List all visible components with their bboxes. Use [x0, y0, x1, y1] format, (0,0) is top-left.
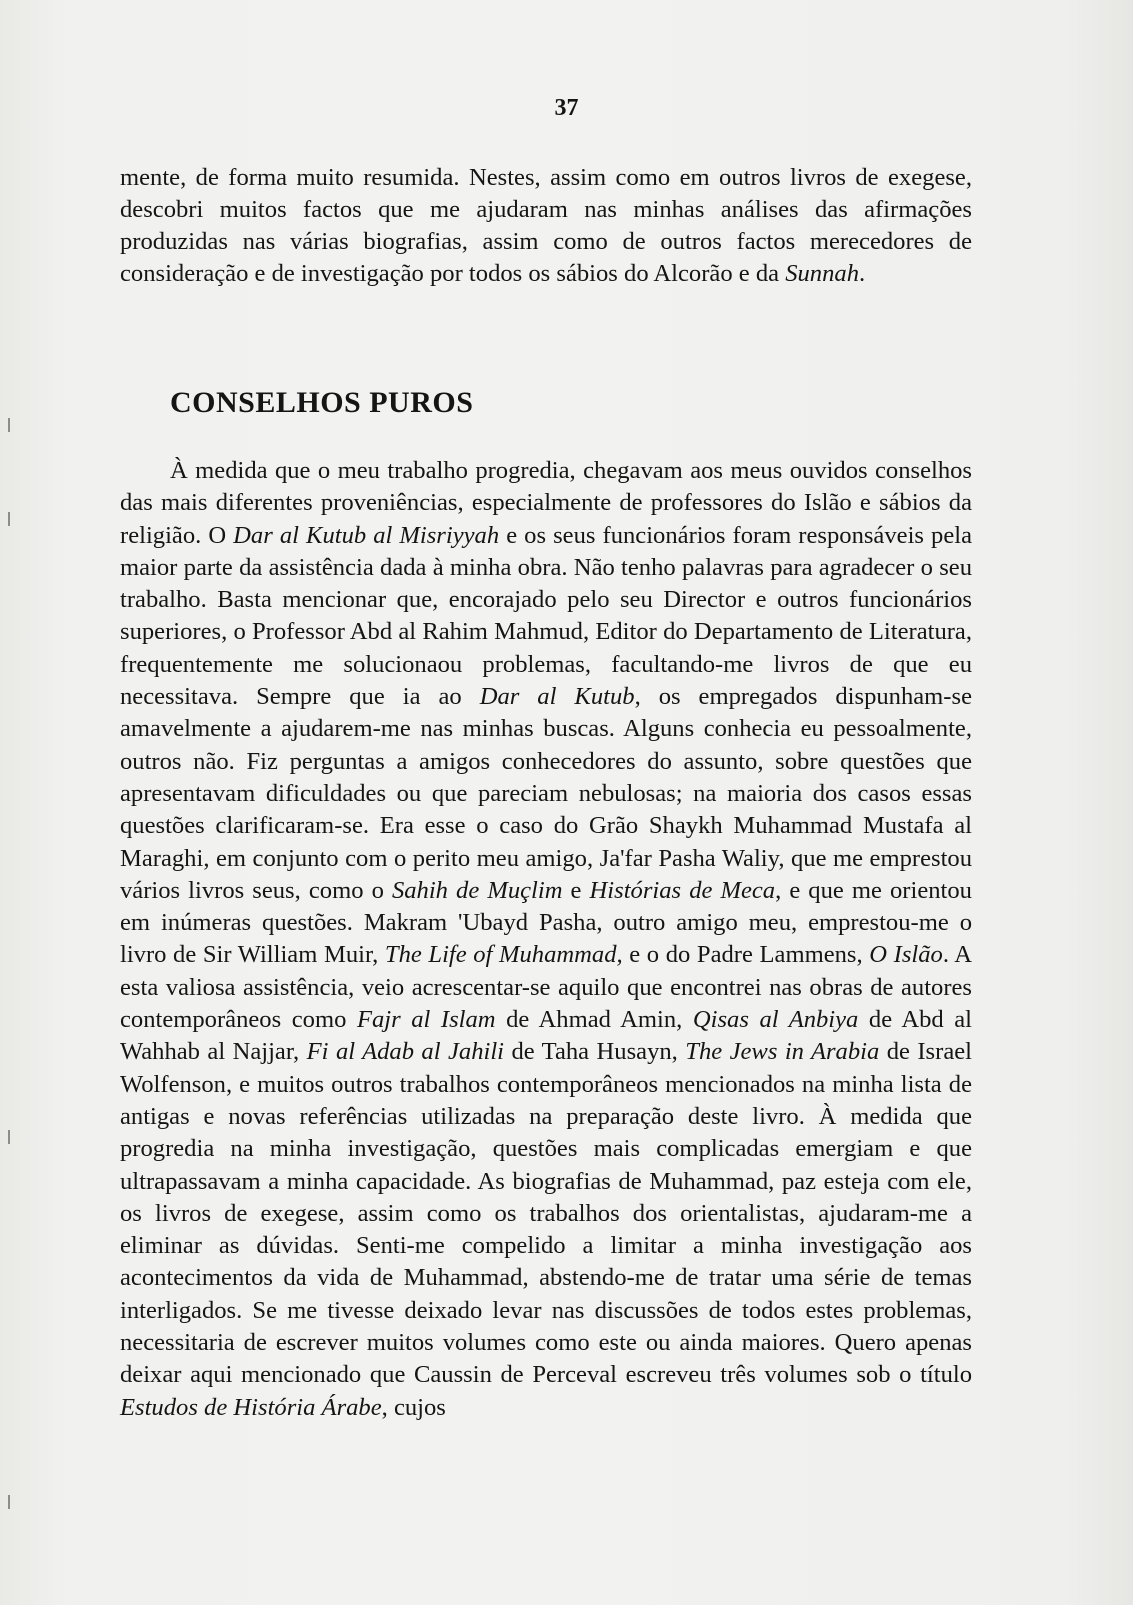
scan-mark: [8, 512, 10, 526]
text-run: e o do Padre Lammens,: [622, 941, 870, 969]
scan-mark: [8, 418, 10, 432]
italic-title: Dar al Kutub: [479, 683, 635, 711]
text-run: , cujos: [381, 1393, 446, 1421]
text-run: e: [562, 876, 590, 904]
text-run: mente, de forma muito resumida. Nestes, assim como em outros livros de exegese, descobri muitos factos que me ajudaram nas minhas análises das afirmações produzidas nas várias biografias, assim como de outros factos merecedores de consideração e de investigação por todos os sábios do Alcorão e da: [120, 164, 972, 287]
scan-mark: [8, 1495, 10, 1509]
text-run: . A esta valiosa assistência, veio acrescentar-se aquilo que encontrei nas obras de autores contemporâneos como: [120, 941, 972, 1034]
text-run: À medida que o meu trabalho progredia, chegavam aos meus ouvidos conselhos das mais diferentes proveniências, especialmente de professores do Islão e sábios da religião. O: [120, 457, 972, 549]
body-paragraph: [120, 455, 972, 1424]
text-run: , e que me orientou em inúmeras questões. Makram 'Ubayd Pasha, outro amigo meu, emprestou-me o livro de Sir William Muir,: [120, 876, 972, 969]
italic-title: Histórias de Meca: [589, 876, 776, 904]
text-run: e os seus funcionários foram responsáveis pela maior parte da assistência dada à minha obra. Não tenho palavras para agradecer o seu trabalho. Basta mencionar que, encorajado pelo seu Director e outros funcionários superiores, o Professor Abd al Rahim Mahmud, Editor do Departamento de Literatura, frequentemente me solucionaou problemas, facultando-me livros de que eu necessitava. Sempre que ia ao: [120, 521, 972, 711]
text-run: .: [858, 260, 866, 287]
italic-title: O Islão: [869, 941, 943, 969]
section-heading: CONSELHOS PUROS: [170, 386, 474, 419]
text-run: de Taha Husayn,: [504, 1038, 686, 1066]
italic-title: Fi al Adab al Jahili: [306, 1038, 505, 1066]
italic-title: The Jews in Arabia: [685, 1038, 880, 1066]
scan-mark: [8, 1130, 10, 1144]
text-run: de Abd al Wahhab al Najjar,: [120, 1006, 972, 1066]
italic-title: The Life of Muhammad,: [384, 941, 623, 969]
italic-title: Sunnah: [785, 260, 859, 287]
text-run: de Ahmad Amin,: [495, 1006, 693, 1034]
italic-title: Fajr al Islam: [356, 1006, 496, 1034]
text-run: de Israel Wolfenson, e muitos outros trabalhos contemporâneos mencionados na minha lista de antigas e novas referências utilizadas na preparação deste livro. À medida que progredia na minha investigação, questões mais complicadas emergiam e que ultrapassavam a minha capacidade. As biografias de Muhammad, paz esteja com ele, os livros de exegese, assim como os trabalhos dos orientalistas, ajudaram-me a eliminar as dúvidas. Senti-me compelido a limitar a minha investigação aos acontecimentos da vida de Muhammad, abstendo-me de tratar uma série de temas interligados. Se me tivesse deixado levar nas discussões de todos estes problemas, necessitaria de escrever muitos volumes como este ou ainda maiores. Quero apenas deixar aqui mencionado que Caussin de Perceval escreveu três volumes sob o título: [120, 1038, 972, 1389]
italic-title: Sahih de Muçlim: [391, 876, 563, 904]
text-run: , os empregados dispunham-se amavelmente a ajudarem-me nas minhas buscas. Alguns conhecia eu pessoalmente, outros não. Fiz perguntas a amigos conhecedores do assunto, sobre questões que apresentavam dificuldades ou que pareciam nebulosas; na maioria dos casos essas questões clarificaram-se. Era esse o caso do Grão Shaykh Muhammad Mustafa al Maraghi, em conjunto com o perito meu amigo, Ja'far Pasha Waliy, que me emprestou vários livros seus, como o: [120, 683, 972, 904]
italic-title: Qisas al Anbiya: [692, 1006, 859, 1034]
italic-title: Dar al Kutub al Misriyyah: [233, 521, 500, 549]
page-number: 37: [554, 95, 579, 121]
intro-paragraph: [120, 162, 972, 290]
italic-title: Estudos de História Árabe: [120, 1393, 382, 1421]
